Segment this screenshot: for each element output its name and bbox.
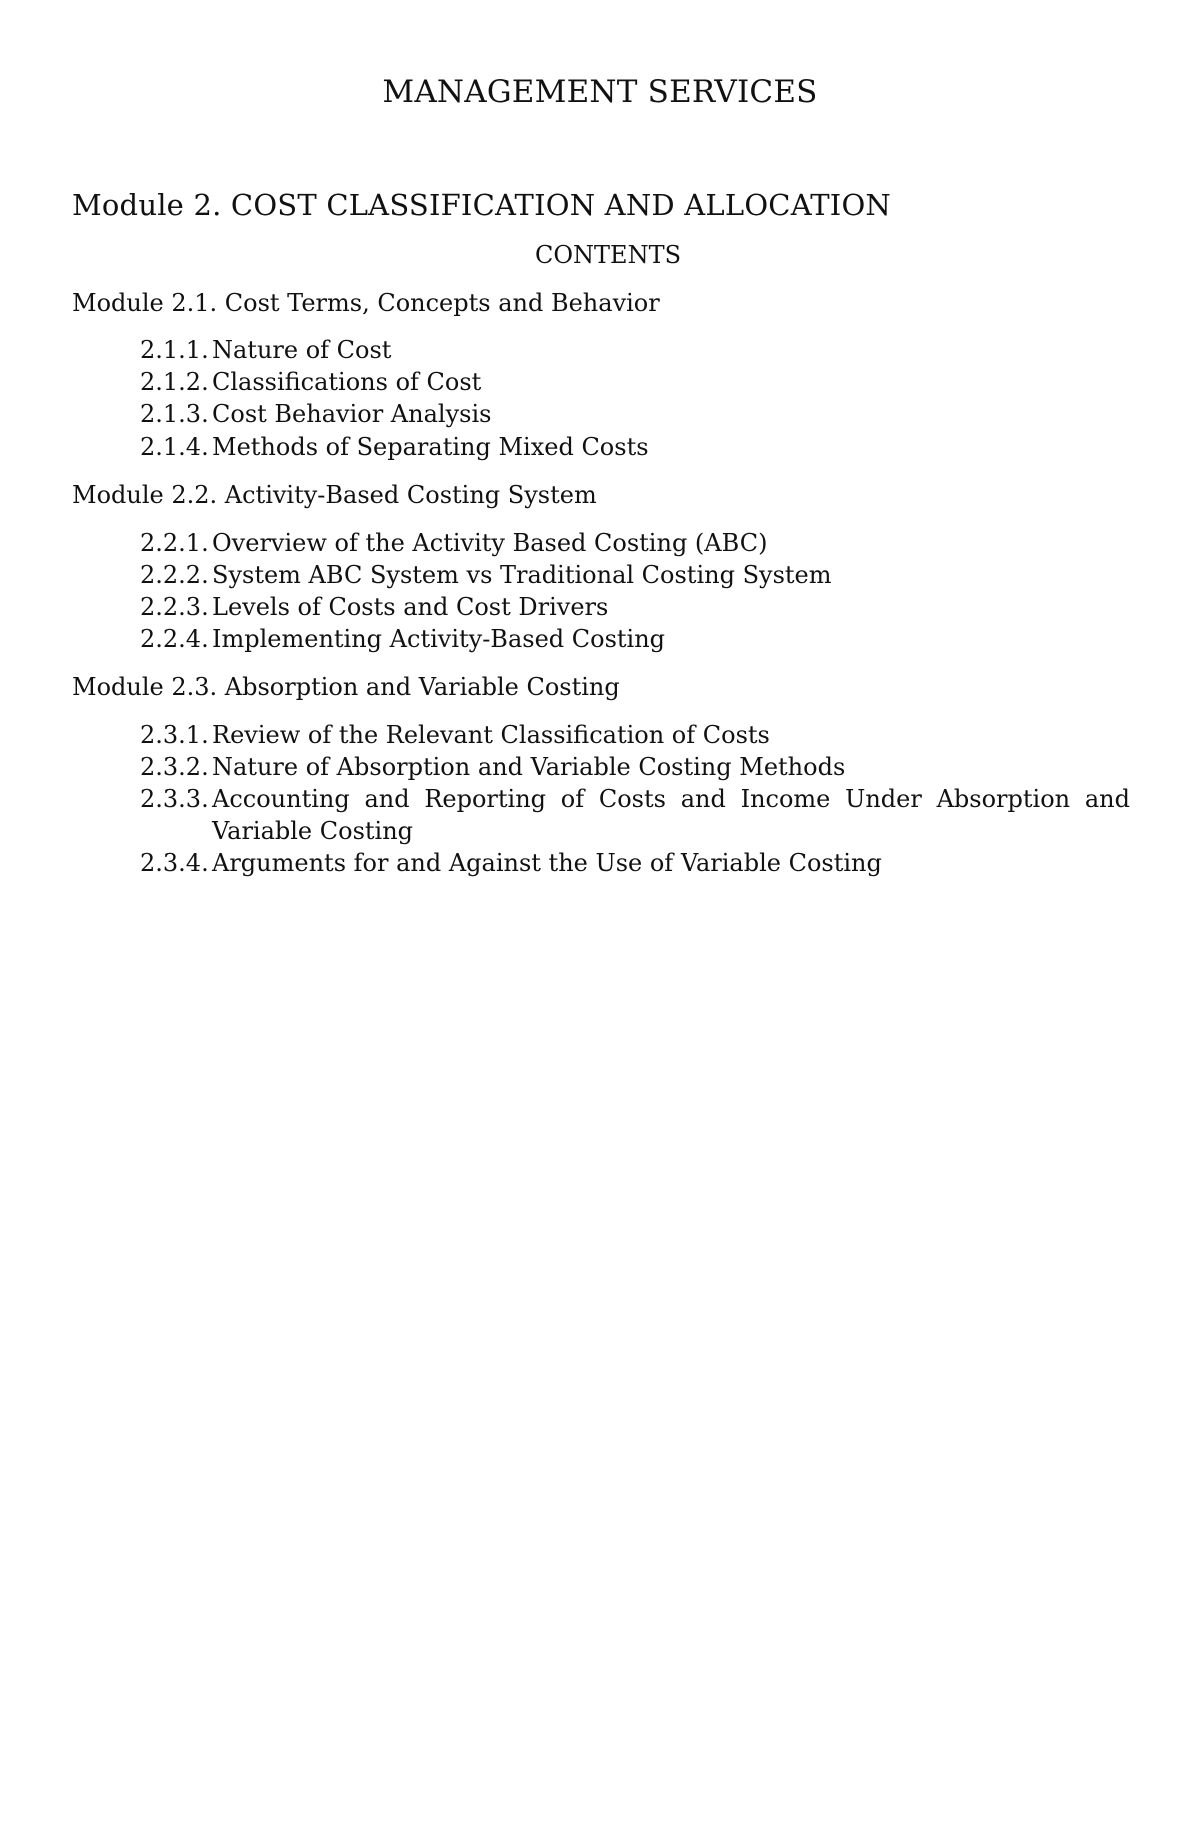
section-title: Module 2.1. Cost Terms, Concepts and Behavior	[72, 289, 660, 317]
toc-item-label: Implementing Activity-Based Costing	[212, 625, 666, 653]
toc-item	[140, 559, 1130, 591]
toc-item-label: Accounting and Reporting of Costs and Income Under Absorption and Variable Costing	[212, 785, 1130, 845]
toc-item-label: Arguments for and Against the Use of Variable Costing	[212, 849, 882, 877]
toc-item-label: Review of the Relevant Classification of Costs	[212, 721, 770, 749]
section-title: Module 2.2. Activity-Based Costing System	[72, 481, 597, 509]
toc-item-label: Overview of the Activity Based Costing (ABC)	[212, 529, 768, 557]
document-title: MANAGEMENT SERVICES	[382, 74, 818, 110]
toc-item-number: 2.2.2.	[140, 561, 209, 589]
toc-item	[140, 527, 1130, 559]
toc-item	[140, 398, 1130, 430]
contents-label: CONTENTS	[535, 241, 682, 269]
toc-item-label: Classifications of Cost	[212, 368, 482, 396]
toc-item	[140, 783, 1130, 847]
toc-item-number: 2.3.1.	[140, 721, 209, 749]
toc-item-label: System ABC System vs Traditional Costing System	[212, 561, 832, 589]
toc-item	[140, 431, 1130, 463]
toc-item-number: 2.3.3.	[140, 785, 209, 813]
toc-item-label: Nature of Cost	[212, 336, 392, 364]
toc-item	[140, 719, 1130, 751]
toc-item-label: Methods of Separating Mixed Costs	[212, 433, 649, 461]
toc-item-label: Levels of Costs and Cost Drivers	[212, 593, 609, 621]
toc-item-number: 2.2.3.	[140, 593, 209, 621]
toc-item-number: 2.1.2.	[140, 368, 209, 396]
toc-item	[140, 366, 1130, 398]
toc-item	[140, 623, 1130, 655]
toc-item-number: 2.2.4.	[140, 625, 209, 653]
toc-item	[140, 847, 1130, 879]
toc-item	[140, 751, 1130, 783]
toc-item-label: Nature of Absorption and Variable Costing Methods	[212, 753, 846, 781]
toc-item-number: 2.1.4.	[140, 433, 209, 461]
toc-item-number: 2.3.2.	[140, 753, 209, 781]
module-heading: Module 2. COST CLASSIFICATION AND ALLOCATION	[72, 188, 892, 222]
toc-item	[140, 334, 1130, 366]
toc-item-number: 2.3.4.	[140, 849, 209, 877]
toc-item-number: 2.1.3.	[140, 400, 209, 428]
toc-item-number: 2.1.1.	[140, 336, 209, 364]
toc-item-label: Cost Behavior Analysis	[212, 400, 492, 428]
section-title: Module 2.3. Absorption and Variable Costing	[72, 673, 620, 701]
toc-item-number: 2.2.1.	[140, 529, 209, 557]
toc-item	[140, 591, 1130, 623]
